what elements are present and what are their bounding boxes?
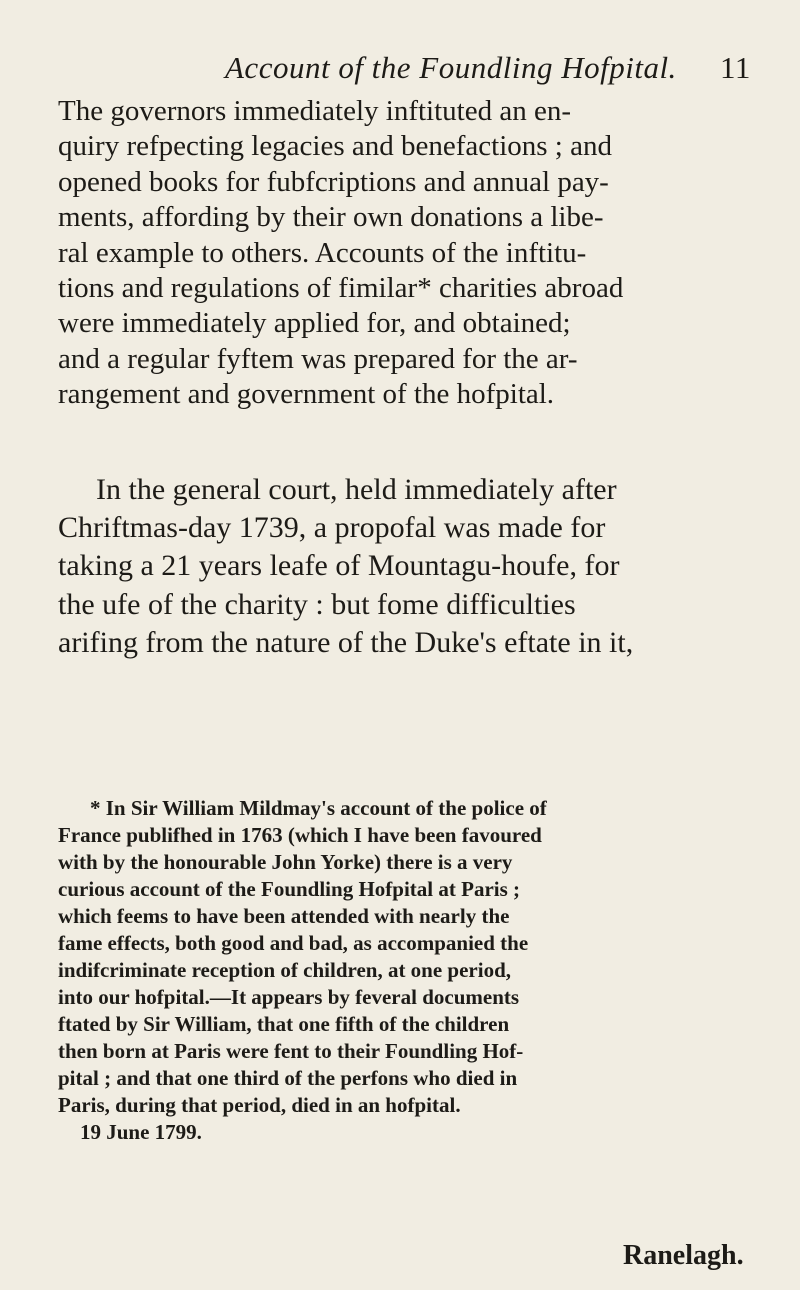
paragraph-general-court <box>58 471 750 662</box>
paragraph-governors <box>58 94 750 413</box>
text-line: ral example to others. Accounts of the inftitu- <box>58 236 587 269</box>
text-line: rangement and government of the hofpital. <box>58 378 555 411</box>
running-head <box>225 50 751 86</box>
footnote <box>58 795 758 1146</box>
footnote-line: ftated by Sir William, that one fifth of the children <box>58 1012 510 1036</box>
text-line: taking a 21 years leafe of Mountagu-houfe, for <box>58 549 620 583</box>
footnote-line: * In Sir William Mildmay's account of the police of <box>90 796 547 820</box>
text-line: the ufe of the charity : but fome difficulties <box>58 587 576 621</box>
footnote-line: into our hofpital.—It appears by feveral documents <box>58 985 520 1009</box>
text-line: ments, affording by their own donations a libe- <box>58 201 604 234</box>
text-line: were immediately applied for, and obtained; <box>58 307 571 340</box>
footnote-line: France publifhed in 1763 (which I have been favoured <box>58 823 542 847</box>
catchword: Ranelagh. <box>623 1240 744 1271</box>
text-line: Chriftmas-day 1739, a propofal was made for <box>58 511 606 545</box>
text-line: quiry refpecting legacies and benefactions ; and <box>58 130 612 163</box>
footnote-line: with by the honourable John Yorke) there is a very <box>58 850 513 874</box>
text-line: arifing from the nature of the Duke's eftate in it, <box>58 625 634 659</box>
text-line: In the general court, held immediately after <box>96 473 617 506</box>
page-number: 11 <box>720 50 751 85</box>
running-head-title: Account of the Foundling Hofpital. <box>225 50 677 85</box>
text-line: The governors immediately inftituted an en- <box>58 95 571 127</box>
footnote-line: indifcriminate reception of children, at one period, <box>58 958 512 982</box>
footnote-date: 19 June 1799. <box>80 1120 202 1144</box>
footnote-line: Paris, during that period, died in an hofpital. <box>58 1093 461 1117</box>
footnote-line: which feems to have been attended with nearly the <box>58 904 510 928</box>
footnote-line: curious account of the Foundling Hofpital at Paris ; <box>58 877 521 901</box>
footnote-line: pital ; and that one third of the perfons who died in <box>58 1066 518 1090</box>
text-line: opened books for fubfcriptions and annual pay- <box>58 165 609 198</box>
footnote-line: then born at Paris were fent to their Foundling Hof- <box>58 1039 524 1063</box>
footnote-line: fame effects, both good and bad, as accompanied the <box>58 931 529 955</box>
text-line: tions and regulations of fimilar* charities abroad <box>58 272 624 305</box>
text-line: and a regular fyftem was prepared for the ar- <box>58 342 578 375</box>
